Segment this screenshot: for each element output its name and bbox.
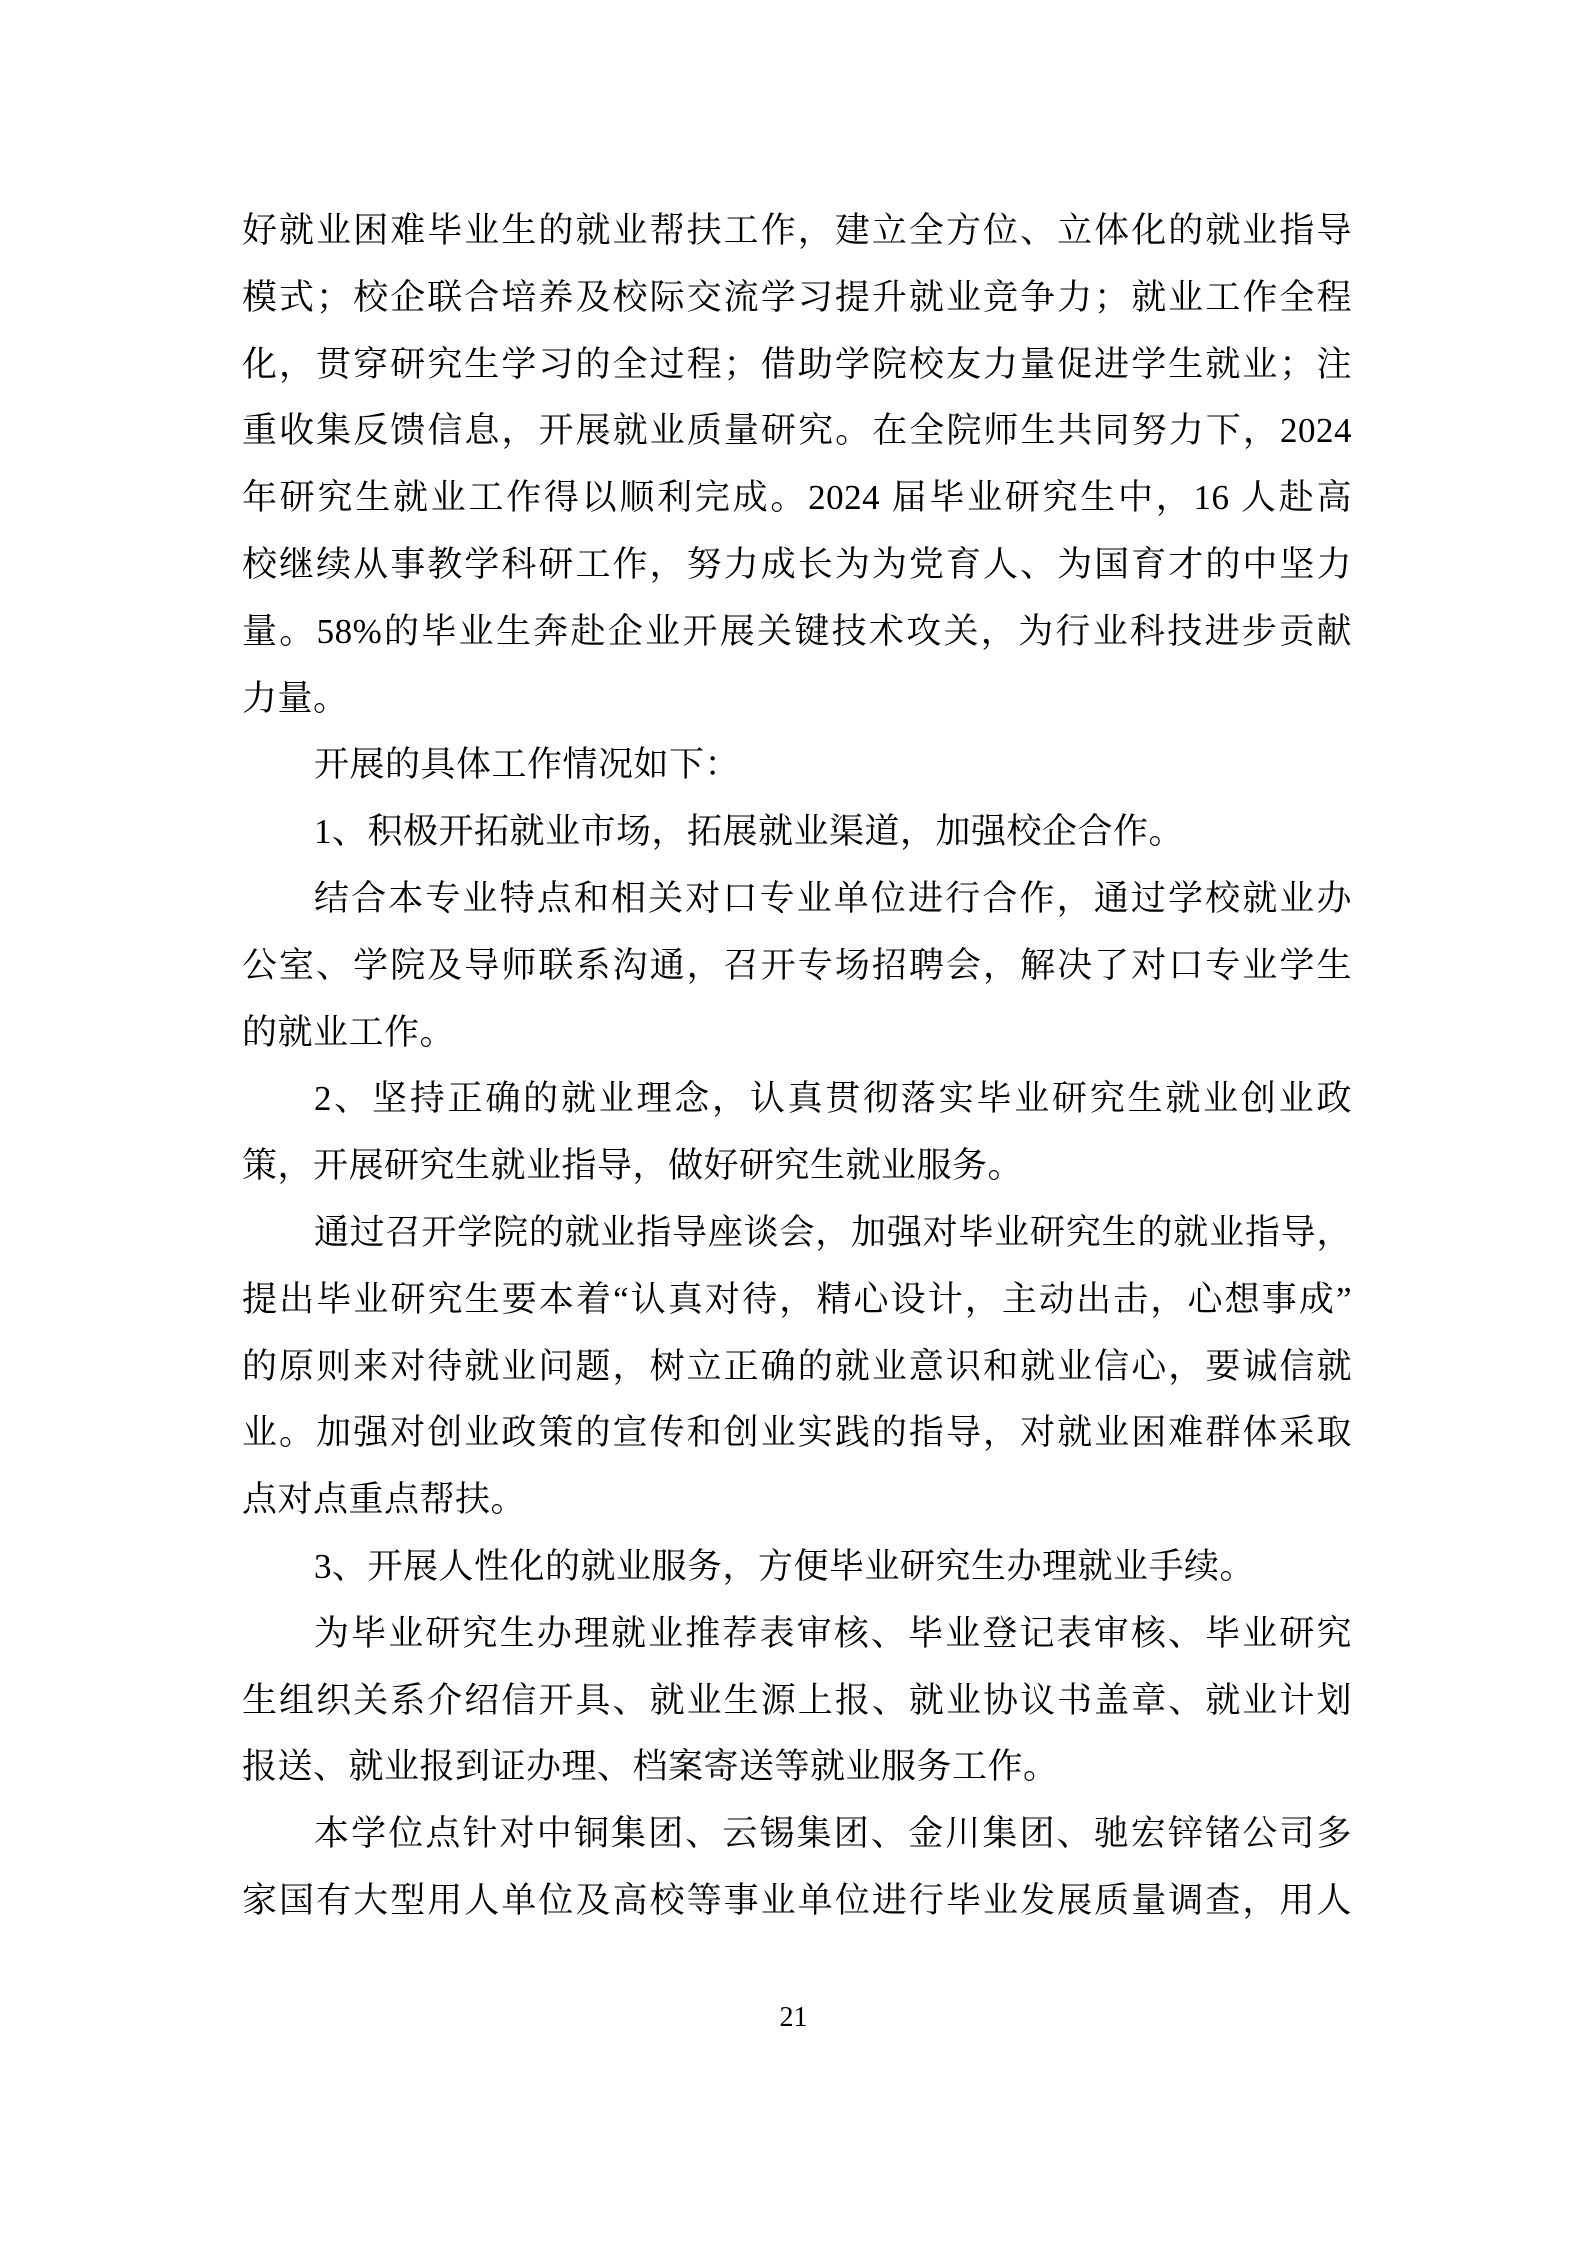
text-line: 结合本专业特点和相关对口专业单位进行合作，通过学校就业办	[314, 878, 1352, 918]
body-text	[242, 198, 1352, 1935]
text-line: 的就业工作。	[242, 1012, 456, 1052]
text-line: 生组织关系介绍信开具、就业生源上报、就业协议书盖章、就业计划	[242, 1680, 1352, 1720]
text-line: 模式；校企联合培养及校际交流学习提升就业竞争力；就业工作全程	[242, 277, 1352, 317]
text-line: 策，开展研究生就业指导，做好研究生就业服务。	[242, 1146, 1024, 1186]
text-line: 报送、就业报到证办理、档案寄送等就业服务工作。	[242, 1747, 1059, 1787]
text-line: 3、开展人性化的就业服务，方便毕业研究生办理就业手续。	[314, 1546, 1256, 1586]
text-line: 点对点重点帮扶。	[242, 1480, 527, 1520]
text-line: 公室、学院及导师联系沟通，召开专场招聘会，解决了对口专业学生	[242, 945, 1352, 985]
text-line: 好就业困难毕业生的就业帮扶工作，建立全方位、立体化的就业指导	[242, 211, 1352, 250]
text-line: 家国有大型用人单位及高校等事业单位进行毕业发展质量调查，用人	[242, 1880, 1352, 1920]
text-line: 力量。	[242, 678, 349, 718]
text-line: 化，贯穿研究生学习的全过程；借助学院校友力量促进学生就业；注	[242, 344, 1352, 384]
text-line: 开展的具体工作情况如下：	[314, 745, 741, 785]
text-line: 本学位点针对中铜集团、云锡集团、金川集团、驰宏锌锗公司多	[314, 1814, 1352, 1854]
text-line: 重收集反馈信息，开展就业质量研究。在全院师生共同努力下，2024	[242, 411, 1352, 451]
text-line: 量。58%的毕业生奔赴企业开展关键技术攻关，为行业科技进步贡献	[242, 611, 1352, 651]
text-line: 的原则来对待就业问题，树立正确的就业意识和就业信心，要诚信就	[242, 1346, 1352, 1386]
text-line: 年研究生就业工作得以顺利完成。2024 届毕业研究生中，16 人赴高	[242, 478, 1352, 518]
text-line: 1、积极开拓就业市场，拓展就业渠道，加强校企合作。	[314, 812, 1185, 852]
text-line: 提出毕业研究生要本着“认真对待，精心设计，主动出击，心想事成”	[242, 1279, 1352, 1319]
page-number: 21	[779, 2002, 808, 2033]
text-line: 2、坚持正确的就业理念，认真贯彻落实毕业研究生就业创业政	[314, 1079, 1352, 1119]
text-line: 校继续从事教学科研工作，努力成长为为党育人、为国育才的中坚力	[242, 544, 1352, 584]
text-line: 业。加强对创业政策的宣传和创业实践的指导，对就业困难群体采取	[242, 1413, 1352, 1453]
text-line: 为毕业研究生办理就业推荐表审核、毕业登记表审核、毕业研究	[314, 1613, 1352, 1653]
text-line: 通过召开学院的就业指导座谈会，加强对毕业研究生的就业指导，	[314, 1212, 1352, 1252]
